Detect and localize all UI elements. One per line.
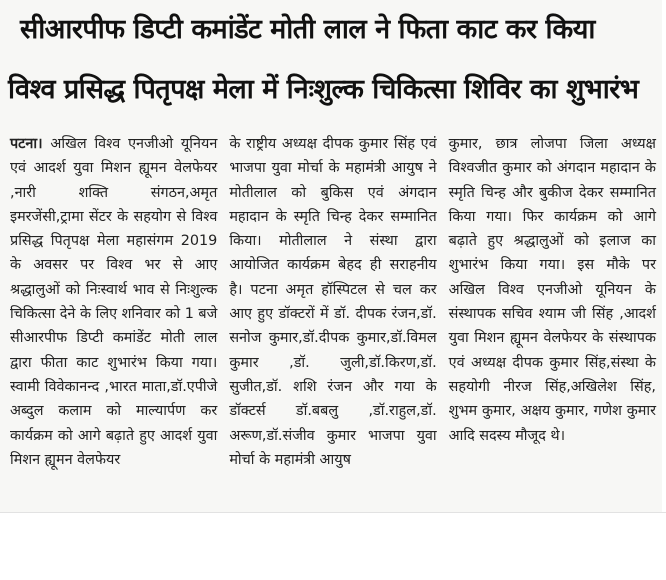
column-3-text: कुमार, छात्र लोजपा जिला अध्यक्ष विश्वजीत कुमार को अंगदान महादान के स्मृति चिन्ह और बुकीज देकर सम्मानित किया गया। फिर कार्यक्रम को आगे बढ़ाते हुए श्रद्धालुओं को इलाज का शुभारंभ किया गया। इस मौके पर अखिल विश्व एनजीओ यूनियन के संस्थापक सचिव श्याम जी सिंह ,आदर्श युवा मिशन ह्यूमन वेलफेयर के संस्थापक एवं अध्यक्ष दीपक कुमार सिंह,संस्था के सहयोगी नीरज सिंह,अखिलेश सिंह, शुभम कुमार, अक्षय कुमार, गणेश कुमार आदि सदस्य मौजूद थे।: [448, 136, 656, 444]
page-edge: [0, 512, 666, 513]
headline-line-2: विश्व प्रसिद्ध पितृपक्ष मेला में निःशुल्क चिकित्सा शिविर का शुभारंभ: [8, 74, 639, 105]
article-column-1: [10, 132, 217, 472]
column-1-text: अखिल विश्व एनजीओ यूनियन एवं आदर्श युवा मिशन ह्यूमन वेलफेयर ,नारी शक्ति संगठन,अमृत इमरजेंसी,ट्रामा सेंटर के सहयोग से विश्व प्रसिद्ध पितृपक्ष मेला महासंगम 2019 के अवसर पर विश्व भर से आए श्रद्धालुओं को निःस्वार्थ भाव से निःशुल्क चिकित्सा देने के लिए शनिवार को 1 बजे सीआरपीफ डिप्टी कमांडेंट मोती लाल द्वारा फीता काट शुभारंभ किया गया। स्वामी विवेकानन्द ,भारत माता,डॉ.एपीजे अब्दुल कलाम को माल्यार्पण कर कार्यक्रम को आगे बढ़ाते हुए आदर्श युवा मिशन ह्यूमन वेलफेयर: [10, 136, 218, 468]
dateline: पटना।: [10, 136, 43, 152]
article-body: [10, 132, 656, 472]
headline-line-1: सीआरपीफ डिप्टी कमांडेंट मोती लाल ने फिता काट कर किया: [20, 14, 595, 45]
article-column-3: [449, 132, 656, 472]
article-column-2: [229, 132, 436, 472]
column-2-text: के राष्ट्रीय अध्यक्ष दीपक कुमार सिंह एवं भाजपा युवा मोर्चा के महामंत्री आयुष ने मोतीलाल को बुकिस एवं अंगदान महादान के स्मृति चिन्ह देकर सम्मानित किया। मोतीलाल ने संस्था द्वारा आयोजित कार्यक्रम बेहद ही सराहनीय है। पटना अमृत हॉस्पिटल से चल कर आए हुए डॉक्टरों में डॉ. दीपक रंजन,डॉ. सनोज कुमार,डॉ.दीपक कुमार,डॉ.विमल कुमार ,डॉ. जुली,डॉ.किरण,डॉ. सुजीत,डॉ. शशि रंजन और गया के डॉक्टर्स डॉ.बबलु ,डॉ.राहुल,डॉ. अरूण,डॉ.संजीव कुमार भाजपा युवा मोर्चा के महामंत्री आयुष: [229, 136, 437, 468]
